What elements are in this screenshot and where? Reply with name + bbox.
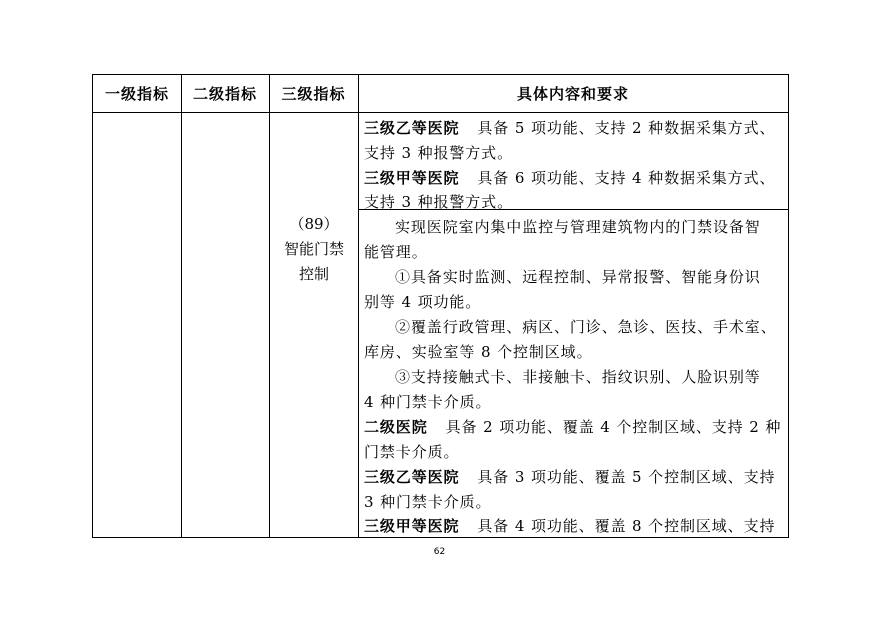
col-divider — [358, 75, 359, 537]
indicator-name-cell — [270, 212, 358, 287]
paragraph-line: ③支持接触式卡、非接触卡、指纹识别、人脸识别等 — [395, 368, 761, 386]
requirement-text: 具备 4 项功能、覆盖 8 个控制区域、支持 — [477, 517, 776, 535]
indicator-name: 控制 — [298, 265, 329, 283]
paragraph-line: 别等 4 项功能。 — [364, 293, 482, 311]
paragraph-line: 4 种门禁卡介质。 — [364, 393, 492, 411]
requirement-text: 支持 3 种报警方式。 — [364, 144, 513, 162]
paragraph-line: ①具备实时监测、远程控制、异常报警、智能身份识 — [395, 268, 761, 286]
col-divider — [181, 75, 182, 537]
level-label: 三级乙等医院 — [364, 119, 460, 137]
header-level1: 一级指标 — [104, 85, 169, 103]
requirement-text: 具备 2 项功能、覆盖 4 个控制区域、支持 2 种 — [445, 418, 782, 436]
paragraph-line: 实现医院室内集中监控与管理建筑物内的门禁设备智 — [395, 218, 761, 236]
page-number: 62 — [433, 547, 446, 557]
paragraph-line: ②覆盖行政管理、病区、门诊、急诊、医技、手术室、 — [395, 318, 777, 336]
requirement-text: 支持 3 种报警方式。 — [364, 193, 513, 211]
level-label: 二级医院 — [364, 418, 428, 436]
requirement-text: 具备 5 项功能、支持 2 种数据采集方式、 — [477, 119, 776, 137]
level-label: 三级甲等医院 — [364, 517, 460, 535]
header-level2: 二级指标 — [192, 85, 257, 103]
requirement-text: 具备 3 项功能、覆盖 5 个控制区域、支持 — [477, 468, 776, 486]
col-divider — [269, 75, 270, 537]
header-content: 具体内容和要求 — [516, 85, 629, 103]
level-label: 三级乙等医院 — [364, 468, 460, 486]
indicator-table — [92, 74, 789, 538]
paragraph-line: 门禁卡介质。 — [364, 443, 460, 461]
header-divider — [93, 112, 788, 113]
paragraph-line: 3 种门禁卡介质。 — [364, 493, 492, 511]
indicator-name: 智能门禁 — [283, 240, 344, 258]
header-level3: 三级指标 — [281, 85, 346, 103]
paragraph-line: 能管理。 — [364, 243, 428, 261]
indicator-number: （89） — [289, 215, 339, 233]
paragraph-line: 库房、实验室等 8 个控制区域。 — [364, 343, 593, 361]
requirement-text: 具备 6 项功能、支持 4 种数据采集方式、 — [477, 169, 776, 187]
level-label: 三级甲等医院 — [364, 169, 460, 187]
